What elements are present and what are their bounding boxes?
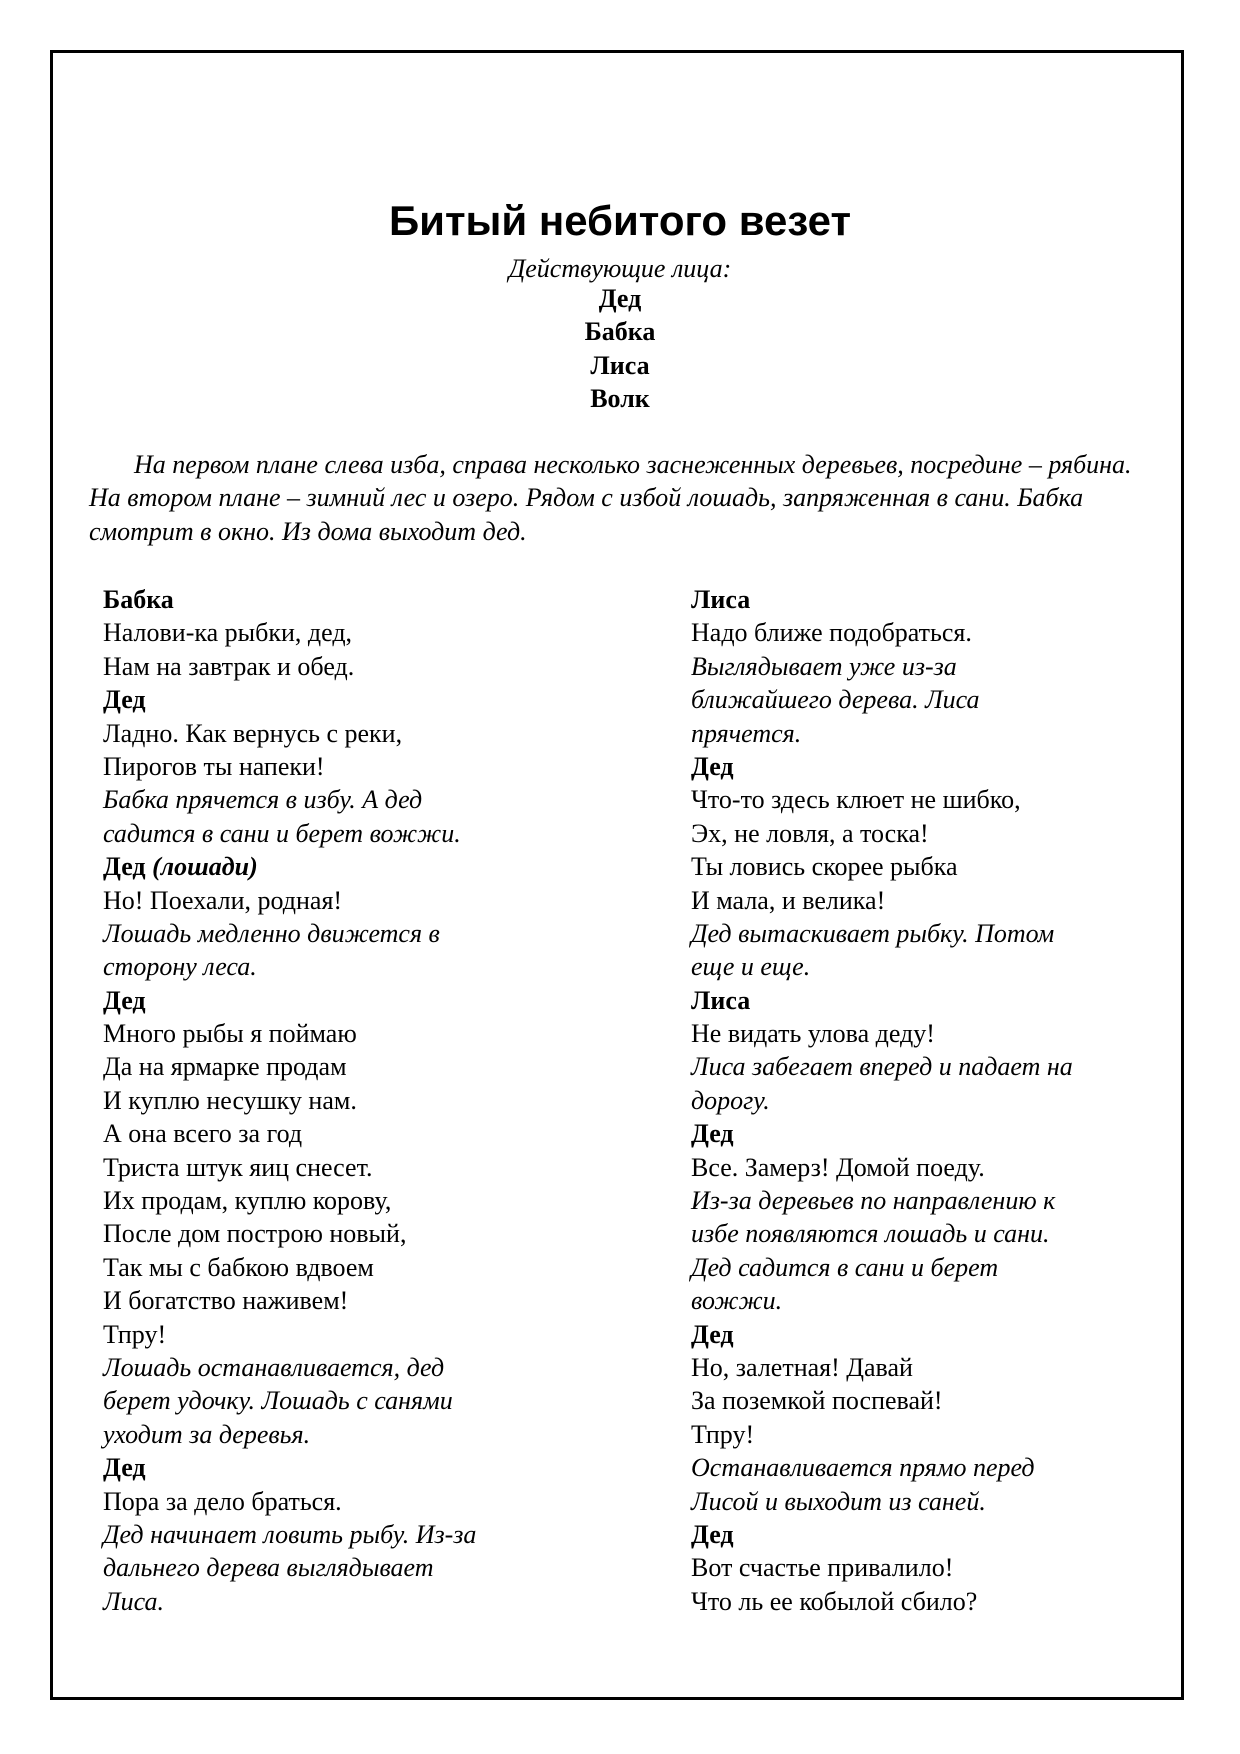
stage-direction-line: Лиса забегает вперед и падает на bbox=[691, 1052, 1073, 1082]
stage-direction-line: еще и еще. bbox=[691, 952, 811, 982]
stage-direction-line: берет удочку. Лошадь с санями bbox=[103, 1386, 453, 1416]
dialogue-line: Вот счастье привалило! bbox=[691, 1553, 954, 1583]
dialogue-line: За поземкой поспевай! bbox=[691, 1386, 943, 1416]
dialogue-line: Их продам, куплю корову, bbox=[103, 1186, 392, 1216]
stage-direction-line: прячется. bbox=[691, 718, 802, 748]
cast-heading: Действующие лица: bbox=[508, 254, 732, 283]
dialogue-line: Налови-ка рыбки, дед, bbox=[103, 618, 353, 648]
stage-setting-intro bbox=[89, 448, 1149, 548]
speaker-name: Дед bbox=[103, 1453, 146, 1483]
speaker-name: Дед bbox=[691, 1519, 734, 1549]
dialogue-line: Не видать улова деду! bbox=[691, 1019, 935, 1049]
stage-direction-line: Лисой и выходит из саней. bbox=[691, 1486, 986, 1516]
dialogue-line: Надо ближе подобраться. bbox=[691, 618, 972, 648]
speaker-name: Дед bbox=[691, 1319, 734, 1349]
stage-direction-line: сторону леса. bbox=[103, 952, 257, 982]
stage-direction-line: Бабка прячется в избу. А дед bbox=[103, 785, 423, 815]
speaker-name: Лиса bbox=[691, 985, 751, 1015]
speaker-name: Бабка bbox=[103, 585, 174, 614]
dialogue-line: Все. Замерз! Домой поеду. bbox=[691, 1152, 985, 1182]
dialogue-line: Ладно. Как вернусь с реки, bbox=[103, 718, 403, 748]
cast-list bbox=[0, 282, 1240, 416]
stage-direction-line: садится в сани и берет вожжи. bbox=[103, 818, 461, 848]
stage-direction-line: вожжи. bbox=[691, 1286, 783, 1316]
speaker-label: Дед bbox=[103, 852, 153, 882]
script-column-left bbox=[103, 583, 623, 1618]
stage-direction-line: дорогу. bbox=[691, 1085, 770, 1115]
dialogue-line: Так мы с бабкою вдвоем bbox=[103, 1252, 374, 1282]
speaker-name bbox=[103, 850, 623, 883]
stage-direction-line: Лиса. bbox=[103, 1586, 164, 1616]
dialogue-line: Нам на завтрак и обед. bbox=[103, 651, 355, 681]
stage-direction-line: избе появляются лошадь и сани. bbox=[691, 1219, 1050, 1249]
dialogue-line: И богатство наживем! bbox=[103, 1286, 349, 1316]
intro-line: На первом плане слева изба, справа несколько заснеженных деревьев, посредине bbox=[134, 450, 1023, 479]
stage-direction-line: Дед начинает ловить рыбу. Из-за bbox=[103, 1519, 477, 1549]
stage-direction-line: Выглядывает уже из-за bbox=[691, 651, 957, 681]
speaker-name: Лиса bbox=[691, 585, 751, 614]
stage-direction-line: Останавливается прямо перед bbox=[691, 1453, 1035, 1483]
dialogue-line: После дом построю новый, bbox=[103, 1219, 407, 1249]
dialogue-line: Но, залетная! Давай bbox=[691, 1352, 913, 1382]
stage-direction-line: дальнего дерева выглядывает bbox=[103, 1553, 434, 1583]
dialogue-line: Триста штук яиц снесет. bbox=[103, 1152, 373, 1182]
speaker-name: Дед bbox=[103, 685, 146, 715]
intro-line: запряженная в сани. Бабка смотрит в окно. Из дома выходит дед. bbox=[89, 483, 1084, 546]
speaker-name: Дед bbox=[691, 751, 734, 781]
dialogue-line: Тпру! bbox=[103, 1319, 167, 1349]
dialogue-line: Что ль ее кобылой сбило? bbox=[691, 1586, 978, 1616]
stage-direction-line: Лошадь останавливается, дед bbox=[103, 1352, 445, 1382]
dialogue-line: Пора за дело браться. bbox=[103, 1486, 342, 1516]
stage-direction-line: ближайшего дерева. Лиса bbox=[691, 685, 980, 715]
stage-direction-line: Дед вытаскивает рыбку. Потом bbox=[691, 918, 1055, 948]
stage-direction-line: Лошадь медленно движется в bbox=[103, 918, 440, 948]
play-title: Битый небитого везет bbox=[388, 197, 852, 244]
stage-direction-line: Дед садится в сани и берет bbox=[691, 1252, 999, 1282]
cast-member: Лиса bbox=[590, 350, 650, 380]
cast-member: Бабка bbox=[584, 317, 656, 347]
dialogue-line: Много рыбы я поймаю bbox=[103, 1019, 357, 1049]
dialogue-line: Пирогов ты напеки! bbox=[103, 751, 325, 781]
dialogue-line: Ты ловись скорее рыбка bbox=[691, 852, 958, 882]
cast-member: Дед bbox=[598, 284, 642, 313]
cast-member: Волк bbox=[590, 384, 650, 414]
stage-direction-line: уходит за деревья. bbox=[103, 1419, 311, 1449]
dialogue-line: Но! Поехали, родная! bbox=[103, 885, 343, 915]
dialogue-line: Эх, не ловля, а тоска! bbox=[691, 818, 929, 848]
script-column-right bbox=[691, 583, 1161, 1618]
speaker-name: Дед bbox=[103, 985, 146, 1015]
dialogue-line: Что-то здесь клюет не шибко, bbox=[691, 785, 1021, 815]
dialogue-line: И мала, и велика! bbox=[691, 885, 886, 915]
dialogue-line: Да на ярмарке продам bbox=[103, 1052, 347, 1082]
stage-direction-line: Из-за деревьев по направлению к bbox=[691, 1186, 1056, 1216]
speaker-name: Дед bbox=[691, 1119, 734, 1149]
speaker-note: (лошади) bbox=[152, 852, 258, 882]
dialogue-line: И куплю несушку нам. bbox=[103, 1085, 357, 1115]
dialogue-line: А она всего за год bbox=[103, 1119, 303, 1149]
dialogue-line: Тпру! bbox=[691, 1419, 755, 1449]
intro-line: – рябина. На втором плане – зимний лес и озеро. Рядом с избой лошадь, bbox=[89, 450, 1132, 513]
